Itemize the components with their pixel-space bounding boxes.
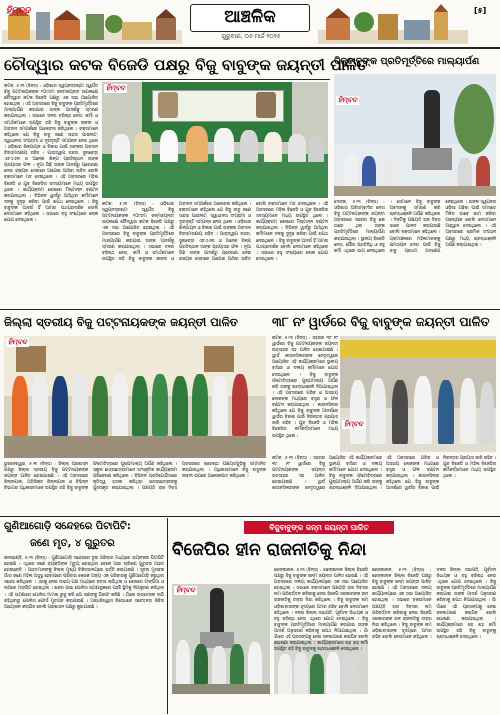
story6-photo	[172, 584, 270, 694]
story1-body: କଟକ, ୫।୩ (ବିନ୍ସ) : ଓଡ଼ିଶାର ସ୍ୱପ୍ନଦ୍ରଷ୍ଟା ସ୍ୱର୍ଗତ ବିଜୁ ପଟ୍ଟନାୟକଙ୍କ ୧୦୯ତମ ଜନ୍ମଜୟନ୍ତୀ ଉପଲକ୍ଷେ ଚୌଦ୍ୱାର କଟକ ବିଜେଡି ପକ୍ଷରୁ ଏକ ସଭା ଆୟୋଜିତ ହୋଇଥିଲା । ଏହି ଅବସରରେ ବିଜୁ ବାବୁଙ୍କ ପ୍ରତିମୂର୍ତ୍ତିରେ ମାଲ୍ୟାର୍ପଣ କରାଯାଇ ତାଙ୍କ ଆଦର୍ଶକୁ ସ୍ମରଣ କରାଯାଇଥିଲା । ସଭାରେ ଦଳର ବରିଷ୍ଠ ନେତା, କର୍ମୀ ଓ ସମର୍ଥକମାନେ ଉପସ୍ଥିତ ରହି ବିଜୁ ବାବୁଙ୍କ ଜୀବନୀ ଓ ଅବଦାନ ସମ୍ପର୍କରେ ଆଲୋଚନା କରିଥିଲେ । ବକ୍ତାମାନେ କହିଥିଲେ ଯେ ବିଜୁ ବାବୁ ଜଣେ ସାହସୀ ପାଇଲଟ, ସ୍ୱାଧୀନତା ସଂଗ୍ରାମୀ ଓ ଦୂରଦୃଷ୍ଟି ସମ୍ପନ୍ନ ନେତା ଥିଲେ । ଓଡ଼ିଶାର ଶିଳ୍ପାୟନ ଓ ବିକାଶ ପାଇଁ ତାଙ୍କର ଅବଦାନ ଚିରସ୍ମରଣୀୟ ରହିବ । ପାରାଦ୍ୱୀପ ବନ୍ଦର, ସୁନାବେଡ଼ା ଏଚଏଏଲ ଓ ଅନେକ ଶିଳ୍ପ ପ୍ରତିଷ୍ଠାନ ତାଙ୍କ ପ୍ରୟାସର ଫଳ । ନୂଆ ପିଢ଼ି ତାଙ୍କ ଆଦର୍ଶରୁ ପ୍ରେରଣା ନେଇ ରାଜ୍ୟର ସେବାରେ ଆଗେଇ ଆସିବା ଉଚିତ ବୋଲି ବକ୍ତାମାନେ ମତ ଦେଇଥିଲେ । ଏହି ଅବସରରେ ମହିଳା ବିଜେଡି ଓ ଯୁବ ବିଜେଡିର ସଦସ୍ୟମାନେ ମଧ୍ୟ ଉପସ୍ଥିତ ଥିଲେ । କାର୍ଯ୍ୟକ୍ରମ ଶେଷରେ ମିଷ୍ଟାନ୍ନ ବଣ୍ଟନ କରାଯାଇଥିଲା । ବିଭିନ୍ନ ୱାର୍ଡରୁ ଆସିଥିବା କର୍ମୀମାନେ ଦଳକୁ ସୁଦୃଢ଼ କରିବା ପାଇଁ ଶପଥ ନେଇଥିଲେ । ବିଜୁ ବାବୁଙ୍କ ଆଦର୍ଶ ହିଁ ଆମର ପଥପ୍ରଦର୍ଶକ ବୋଲି ନେତାମାନେ କହିଥିଲେ । ସଭାରେ ବହୁ ସଂଖ୍ୟାରେ ଲୋକ ଯୋଗ ଦେଇଥିଲେ ।	[102, 202, 328, 262]
story3-photo	[4, 336, 266, 458]
story4-headline: ୩୮ ନଂ ୱାର୍ଡରେ ବିଜୁ ବାବୁଙ୍କ ଜୟନ୍ତୀ ପାଳିତ	[272, 314, 490, 329]
story3-body: ଭୁବନେଶ୍ୱର, ୫।୩ (ବିନ୍ସ) : ଜିଲ୍ଲା ପ୍ରଶାସନ ପକ୍ଷରୁ ଜିଲ୍ଲା ସ୍ତରୀୟ ବିଜୁ ପଟ୍ଟନାୟକଙ୍କ ଜୟନ୍ତୀ ପାଳିତ ହୋଇଯାଇଛି । ଏହି ଅବସରରେ ଜିଲ୍ଲାପାଳ, ଅତିରିକ୍ତ ଜିଲ୍ଲାପାଳ ଓ ବିଭିନ୍ନ ବିଭାଗର ଅଧିକାରୀମାନେ ଉପସ୍ଥିତ ରହି ବିଜୁ ବାବୁଙ୍କ ଫଟୋଚିତ୍ରରେ ପୁଷ୍ପମାଲ୍ୟ ଅର୍ପଣ କରିଥିଲେ । ସ୍କୁଲ ଛାତ୍ରଛାତ୍ରୀମାନେ ସାଂସ୍କୃତିକ କାର୍ଯ୍ୟକ୍ରମ ପରିବେଷଣ କରିଥିଲେ । ବିଭିନ୍ନ ପ୍ରତିଯୋଗିତାରେ କୃତିତ୍ୱ ହାସଲ କରିଥିବା ଛାତ୍ରଛାତ୍ରୀଙ୍କୁ ପୁରସ୍କୃତ କରାଯାଇଥିଲା । ପଞ୍ଚାୟତି ରାଜ ଦିବସ ଅବସରରେ ଶ୍ରେଷ୍ଠ ପଞ୍ଚାୟତଗୁଡ଼ିକୁ ସମ୍ମାନିତ କରାଯାଇଥିଲା । ଅଧିକାରୀମାନେ ବିଜୁ ବାବୁଙ୍କ ଜୀବନୀ ଉପରେ ଆଲୋକପାତ କରିଥିଲେ ।	[4, 462, 266, 492]
date-line: ଗୁରୁବାର, ୦୬ ମାର୍ଚ୍ଚ ୨୦୨୫	[221, 33, 281, 40]
divider-1	[0, 309, 500, 310]
story5-subheadline: ଜଣେ ମୃତ, ୪ ଗୁରୁତର	[30, 538, 115, 549]
person	[392, 380, 408, 444]
tree	[454, 84, 494, 154]
person	[380, 154, 394, 188]
story6-body-lead: ଢେଙ୍କାନାଳ, ୫।୩ (ବିନ୍ସ) : ଢେଙ୍କାନାଳ ଜିଲ୍ଲା ବିଜେଡି ପକ୍ଷରୁ ବିଜୁ ବାବୁଙ୍କ ଜନ୍ମ ଜୟନ୍ତୀ ପାଳିତ ହୋଇଛି । ଏହି ଅବସରରେ ଦଳୀୟ କାର୍ଯ୍ୟାଳୟରେ ଏକ ସଭା ଆୟୋଜିତ ହୋଇଥିଲା । ସଭାରେ ବକ୍ତାମାନେ ପଞ୍ଚାୟତି ରାଜ ଦିବସର ନାମ ପରିବର୍ତ୍ତନ କରିବାକୁ ନେଇ ବିଜେପି ସରକାରଙ୍କ ହୀନ ରାଜନୀତିକୁ ତୀବ୍ର ନିନ୍ଦା କରିଥିଲେ । ବିଜୁ ବାବୁଙ୍କ ନାମ ଓଡ଼ିଶାବାସୀଙ୍କ ହୃଦୟରେ ଅମର ରହିବ ବୋଲି ନେତାମାନେ କହିଥିଲେ । ଦଳର ଜିଲ୍ଲା ସଭାପତି, ପୂର୍ବତନ ବିଧାୟକ ଓ ବହୁ ବରିଷ୍ଠ ନେତା ଏଥିରେ ଯୋଗ ଦେଇଥିଲେ । ବିଜୁ ବାବୁଙ୍କ ପ୍ରତିମୂର୍ତ୍ତିରେ ମାଲ୍ୟାର୍ପଣ କରାଯାଇ ତାଙ୍କ ଆଦର୍ଶ ଅନୁସରଣ କରିବାକୁ ଶପଥ ନିଆଯାଇଥିଲା । ଗାଁ ଗାଁରେ ଏହି ପ୍ରସଙ୍ଗକୁ ନେଇ ଜନଜାଗରଣ କରାଯିବ ବୋଲି ଘୋଷଣା କରାଯାଇଥିଲା । କାର୍ଯ୍ୟକ୍ରମରେ ଶହ ଶହ କର୍ମୀ ଉପସ୍ଥିତ ରହି ବିଜୁ ବାବୁଙ୍କୁ ଶ୍ରଦ୍ଧାଞ୍ଜଳି ଦେଇଥିଲେ ।	[274, 568, 368, 653]
person	[480, 382, 494, 444]
person	[232, 374, 248, 436]
statue	[210, 588, 224, 634]
story4-body-lead: କଟକ, ୫।୩ (ବିନ୍ସ) : ସହରର ୩୮ ନଂ ୱାର୍ଡରେ ବିଜୁ ପଟ୍ଟନାୟକଙ୍କ ଜୟନ୍ତୀ ଉତ୍ସାହର ସହ ପାଳିତ ହୋଇଯାଇଛି । ୱାର୍ଡ କାଉନସିଲରଙ୍କ ନେତୃତ୍ୱରେ ଆୟୋଜିତ ଏହି କାର୍ଯ୍ୟକ୍ରମରେ ସ୍ଥାନୀୟ ବାସିନ୍ଦା ଓ ଦଳୀୟ କର୍ମୀମାନେ ଯୋଗ ଦେଇଥିଲେ । ବିଜୁ ବାବୁଙ୍କ ଫଟୋଚିତ୍ରରେ ପୁଷ୍ପମାଲ୍ୟ ଅର୍ପଣ କରି ତାଙ୍କୁ ଶ୍ରଦ୍ଧାଞ୍ଜଳି ଦିଆଯାଇଥିଲା । ଏହି ଅବସରରେ ଗରିବ ଓ ଅସହାୟ ଲୋକଙ୍କ ମଧ୍ୟରେ ବସ୍ତ୍ର ଓ ଫଳ ବଣ୍ଟନ କରାଯାଇଥିଲା । କାଉନସିଲର କହିଥିଲେ ଯେ ବିଜୁ ବାବୁଙ୍କ ଆଦର୍ଶରେ ୱାର୍ଡର ବିକାଶ ପାଇଁ ନିରନ୍ତର ପ୍ରୟାସ ଜାରି ରହିବ । ଯୁବ ବିଜେଡି ଓ ମହିଳା ବିଜେଡିର କର୍ମକର୍ତ୍ତାମାନେ ମଧ୍ୟ ଉପସ୍ଥିତ ଥିଲେ ।	[272, 336, 338, 439]
section-title: ଆଞ୍ଚଳିକ	[224, 7, 276, 27]
person	[288, 134, 306, 162]
banner-portrait	[158, 92, 178, 118]
story2-photo	[334, 74, 496, 196]
person	[248, 642, 262, 684]
person	[212, 646, 226, 684]
story1-photo	[102, 82, 328, 198]
ground	[172, 684, 270, 694]
person	[12, 376, 28, 436]
person	[308, 136, 324, 162]
person	[72, 372, 88, 436]
person	[52, 376, 68, 436]
person	[160, 130, 178, 162]
statue	[424, 90, 440, 150]
story5-headline: ଗୁଣିଆଗୋଡ଼ି ସନ୍ଦେହରେ ପିଟାପିଟି:	[4, 521, 131, 532]
story5-body: କାଳାହାଣ୍ଡି, ୫।୩ (ବିନ୍ସ) : ଗୁଣିଆଗୋଡ଼ି ସନ୍ଦେହରେ ଦୁଇ ପରିବାର ମଧ୍ୟରେ ଭୟଙ୍କର ପିଟାପିଟି ହୋଇଛି । ଏଥିରେ ଜଣେ ବ୍ୟକ୍ତିଙ୍କ ମୃତ୍ୟୁ ହୋଇଥିବା ବେଳେ ଆଉ ଚାରିଜଣ ଗୁରୁତର ଆହତ ହୋଇଛନ୍ତି । ଆହତମାନଙ୍କୁ ଜିଲ୍ଲା ମୁଖ୍ୟ ଚିକିତ୍ସାଳୟରେ ଭର୍ତ୍ତି କରାଯାଇଛି । ସୂଚନା ମୁତାବକ ଗାଁର ଜଣେ ମହିଳା ଅସୁସ୍ଥ ହେବାପରେ ପରିବାର ଲୋକେ ଅନ୍ୟ ଏକ ପରିବାରକୁ ଗୁଣିଆଗୋଡ଼ି କରୁଥିବା ସନ୍ଦେହ କରିଥିଲେ । ଏହାକୁ ନେଇ ଉଭୟ ପକ୍ଷ ମଧ୍ୟରେ ବଚସା ଲାଗିଥିଲା ଓ ଶେଷରେ ଟାଙ୍ଗିଆ ଓ ଲାଠିରେ ମାଡ଼ପିଟ ହୋଇଥିଲା । ଖବର ପାଇ ପୋଲିସ ଘଟଣାସ୍ଥଳରେ ପହଞ୍ଚି ସ୍ଥିତିକୁ ନିୟନ୍ତ୍ରଣ କରିଥିଲା । ଏହି ଘଟଣାରେ ପୋଲିସ ମାମଲା ରୁଜୁ କରି ଛଅ ଜଣଙ୍କୁ ଗିରଫ କରିଛି । ଗାଁରେ ଉତ୍ତେଜନା ଲାଗି ରହିଥିବାରୁ ପୋଲିସ ଫୋର୍ସ ମୁତୟନ କରାଯାଇଛି । ଅନ୍ଧବିଶ୍ୱାସ ବିରୋଧରେ ସଚେତନତା ଶିବିର ଆୟୋଜନ କରାଯିବ ବୋଲି ପ୍ରଶାସନ ପକ୍ଷରୁ କୁହାଯାଇଛି ।	[4, 556, 164, 610]
person	[112, 134, 130, 162]
person	[460, 378, 476, 444]
floor	[4, 436, 266, 458]
story6-kicker: ବିଜୁବାବୁଙ୍କ ଜନ୍ମ ଜୟନ୍ତୀ ପାଳିତ	[269, 523, 369, 532]
person	[362, 156, 376, 188]
person	[214, 128, 234, 162]
person	[350, 380, 366, 444]
story6-photo-logo: ହିମ୍ବଦ	[176, 586, 195, 594]
person	[438, 380, 454, 444]
person	[134, 132, 152, 162]
person	[186, 126, 208, 162]
person	[176, 640, 190, 684]
story4-photo	[340, 336, 496, 452]
person	[194, 644, 208, 684]
window	[204, 346, 234, 372]
person	[278, 654, 292, 694]
story1-underline	[4, 79, 330, 80]
story3-headline: ଜିଲ୍ଲା ସ୍ତରୀୟ ବିଜୁ ପଟ୍ଟନାୟକଙ୍କ ଜୟନ୍ତୀ ପାଳିତ	[4, 315, 238, 329]
story2-body: ଦେଙ୍କ, ୫।୩ (ବିନ୍ସ) : ଓଡ଼ିଶାର ଅବିସମ୍ବାଦିତ ନେତା ବିଜୁ ପଟ୍ଟନାୟକଙ୍କ ଜୟନ୍ତୀ ଅବସରରେ ସହରର ବିଜୁ ଛକ ଠାରେ ଥିବା ତାଙ୍କ ପ୍ରତିମୂର୍ତ୍ତିରେ ମାଲ୍ୟାର୍ପଣ କରାଯାଇଥିଲା । ସ୍ଥାନୀୟ ବିଜେଡି ନେତା, ପୌର ପ୍ରତିନିଧି ଓ ବହୁ କର୍ମୀ ଏଥିରେ ଭାଗ ନେଇଥିଲେ । ସେମାନେ ବିଜୁ ବାବୁଙ୍କ ଅବଦାନକୁ ସ୍ମରଣ କରି ଶ୍ରଦ୍ଧାଞ୍ଜଳି ଅର୍ପଣ କରିଥିଲେ । ଦିନଟିକୁ ପଞ୍ଚାୟତି ରାଜ ଦିବସ ଭାବେ ପାଳନ କରାଯାଉଛି ବୋଲି ବକ୍ତାମାନେ କହିଥିଲେ । ଗ୍ରାମାଞ୍ଚଳରେ ମହିଳାମାନଙ୍କୁ କ୍ଷମତାୟନ ଦେବା ପାଇଁ ବିଜୁ ବାବୁ ପ୍ରଥମ ପଦକ୍ଷେପ ନେଇଥିଲେ । ତାଙ୍କ ସ୍ୱପ୍ନର ଓଡ଼ିଶା ଗଢ଼ିବା ପାଇଁ ସମସ୍ତେ ମିଳିତ ଭାବେ କାମ କରିବା ଆବଶ୍ୟକ ବୋଲି ନେତାମାନେ ଆହ୍ୱାନ ଦେଇଥିଲେ । ଏହି ଅବସରରେ ଶ୍ରମିକ ସଂଗଠନ ପକ୍ଷରୁ ମଧ୍ୟ ଶ୍ରଦ୍ଧାଞ୍ଜଳି ଅର୍ପଣ କରାଯାଇଥିଲା ।	[334, 200, 496, 254]
masthead-logo: ହିମ୍ବଦ	[6, 6, 31, 16]
story4-photo-logo: ହିମ୍ବଦ	[344, 420, 363, 428]
shop-sign	[340, 340, 496, 358]
divider-2	[0, 516, 500, 517]
story1-body-lead: କଟକ, ୫।୩ (ବିନ୍ସ) : ଓଡ଼ିଶାର ସ୍ୱପ୍ନଦ୍ରଷ୍ଟା ସ୍ୱର୍ଗତ ବିଜୁ ପଟ୍ଟନାୟକଙ୍କ ୧୦୯ତମ ଜନ୍ମଜୟନ୍ତୀ ଉପଲକ୍ଷେ ଚୌଦ୍ୱାର କଟକ ବିଜେଡି ପକ୍ଷରୁ ଏକ ସଭା ଆୟୋଜିତ ହୋଇଥିଲା । ଏହି ଅବସରରେ ବିଜୁ ବାବୁଙ୍କ ପ୍ରତିମୂର୍ତ୍ତିରେ ମାଲ୍ୟାର୍ପଣ କରାଯାଇ ତାଙ୍କ ଆଦର୍ଶକୁ ସ୍ମରଣ କରାଯାଇଥିଲା । ସଭାରେ ଦଳର ବରିଷ୍ଠ ନେତା, କର୍ମୀ ଓ ସମର୍ଥକମାନେ ଉପସ୍ଥିତ ରହି ବିଜୁ ବାବୁଙ୍କ ଜୀବନୀ ଓ ଅବଦାନ ସମ୍ପର୍କରେ ଆଲୋଚନା କରିଥିଲେ । ବକ୍ତାମାନେ କହିଥିଲେ ଯେ ବିଜୁ ବାବୁ ଜଣେ ସାହସୀ ପାଇଲଟ, ସ୍ୱାଧୀନତା ସଂଗ୍ରାମୀ ଓ ଦୂରଦୃଷ୍ଟି ସମ୍ପନ୍ନ ନେତା ଥିଲେ । ଓଡ଼ିଶାର ଶିଳ୍ପାୟନ ଓ ବିକାଶ ପାଇଁ ତାଙ୍କର ଅବଦାନ ଚିରସ୍ମରଣୀୟ ରହିବ । ପାରାଦ୍ୱୀପ ବନ୍ଦର, ସୁନାବେଡ଼ା ଏଚଏଏଲ ଓ ଅନେକ ଶିଳ୍ପ ପ୍ରତିଷ୍ଠାନ ତାଙ୍କ ପ୍ରୟାସର ଫଳ । ନୂଆ ପିଢ଼ି ତାଙ୍କ ଆଦର୍ଶରୁ ପ୍ରେରଣା ନେଇ ରାଜ୍ୟର ସେବାରେ ଆଗେଇ ଆସିବା ଉଚିତ ବୋଲି ବକ୍ତାମାନେ ମତ ଦେଇଥିଲେ । ଏହି ଅବସରରେ ମହିଳା ବିଜେଡି ଓ ଯୁବ ବିଜେଡିର ସଦସ୍ୟମାନେ ମଧ୍ୟ ଉପସ୍ଥିତ ଥିଲେ । କାର୍ଯ୍ୟକ୍ରମ ଶେଷରେ ମିଷ୍ଟାନ୍ନ ବଣ୍ଟନ କରାଯାଇଥିଲା । ବିଭିନ୍ନ ୱାର୍ଡରୁ ଆସିଥିବା କର୍ମୀମାନେ ଦଳକୁ ସୁଦୃଢ଼ କରିବା ପାଇଁ ଶପଥ ନେଇଥିଲେ । ବିଜୁ ବାବୁଙ୍କ ଆଦର୍ଶ ହିଁ ଆମର ପଥପ୍ରଦର୍ଶକ ବୋଲି ନେତାମାନେ କହିଥିଲେ । ସଭାରେ ବହୁ ସଂଖ୍ୟାରେ ଲୋକ ଯୋଗ ଦେଇଥିଲେ ।	[4, 84, 98, 224]
story3-photo-logo: ହିମ୍ବଦ	[8, 338, 27, 346]
story2-headline: ବିଜୁବାବୁଙ୍କ ପ୍ରତିମୂର୍ତ୍ତିରେ ମାଲ୍ୟାର୍ପଣ	[334, 56, 480, 67]
masthead-illustration-right	[318, 4, 468, 44]
person	[112, 374, 128, 436]
person	[326, 652, 340, 694]
person	[458, 158, 472, 188]
story2-photo-logo: ହିମ୍ବଦ	[338, 96, 357, 104]
window	[16, 346, 46, 372]
header-divider	[0, 47, 500, 49]
person	[230, 644, 244, 684]
person	[92, 376, 108, 436]
person	[344, 154, 358, 188]
story1-photo-logo: ହିମ୍ବଦ	[106, 84, 125, 92]
person	[370, 378, 386, 444]
person	[414, 376, 432, 444]
person	[132, 376, 148, 436]
person	[294, 652, 308, 694]
masthead	[0, 0, 500, 48]
person	[240, 130, 258, 162]
story1-headline: ଚୌଦ୍ୱାର କଟକ ବିଜେଡି ପକ୍ଷରୁ ବିଜୁ ବାବୁଙ୍କ ଜୟନ୍ତୀ ପାଳିତ	[4, 56, 368, 74]
person	[342, 654, 356, 694]
person	[310, 654, 324, 694]
person	[212, 376, 228, 436]
banner-portrait	[256, 92, 276, 118]
story6-body: ଢେଙ୍କାନାଳ, ୫।୩ (ବିନ୍ସ) : ଢେଙ୍କାନାଳ ଜିଲ୍ଲା ବିଜେଡି ପକ୍ଷରୁ ବିଜୁ ବାବୁଙ୍କ ଜନ୍ମ ଜୟନ୍ତୀ ପାଳିତ ହୋଇଛି । ଏହି ଅବସରରେ ଦଳୀୟ କାର୍ଯ୍ୟାଳୟରେ ଏକ ସଭା ଆୟୋଜିତ ହୋଇଥିଲା । ସଭାରେ ବକ୍ତାମାନେ ପଞ୍ଚାୟତି ରାଜ ଦିବସର ନାମ ପରିବର୍ତ୍ତନ କରିବାକୁ ନେଇ ବିଜେପି ସରକାରଙ୍କ ହୀନ ରାଜନୀତିକୁ ତୀବ୍ର ନିନ୍ଦା କରିଥିଲେ । ବିଜୁ ବାବୁଙ୍କ ନାମ ଓଡ଼ିଶାବାସୀଙ୍କ ହୃଦୟରେ ଅମର ରହିବ ବୋଲି ନେତାମାନେ କହିଥିଲେ । ଦଳର ଜିଲ୍ଲା ସଭାପତି, ପୂର୍ବତନ ବିଧାୟକ ଓ ବହୁ ବରିଷ୍ଠ ନେତା ଏଥିରେ ଯୋଗ ଦେଇଥିଲେ । ବିଜୁ ବାବୁଙ୍କ ପ୍ରତିମୂର୍ତ୍ତିରେ ମାଲ୍ୟାର୍ପଣ କରାଯାଇ ତାଙ୍କ ଆଦର୍ଶ ଅନୁସରଣ କରିବାକୁ ଶପଥ ନିଆଯାଇଥିଲା । ଗାଁ ଗାଁରେ ଏହି ପ୍ରସଙ୍ଗକୁ ନେଇ ଜନଜାଗରଣ କରାଯିବ ବୋଲି ଘୋଷଣା କରାଯାଇଥିଲା । କାର୍ଯ୍ୟକ୍ରମରେ ଶହ ଶହ କର୍ମୀ ଉପସ୍ଥିତ ରହି ବିଜୁ ବାବୁଙ୍କୁ ଶ୍ରଦ୍ଧାଞ୍ଜଳି ଦେଇଥିଲେ ।	[372, 568, 497, 641]
story4-body: କଟକ, ୫।୩ (ବିନ୍ସ) : ସହରର ୩୮ ନଂ ୱାର୍ଡରେ ବିଜୁ ପଟ୍ଟନାୟକଙ୍କ ଜୟନ୍ତୀ ଉତ୍ସାହର ସହ ପାଳିତ ହୋଇଯାଇଛି । ୱାର୍ଡ କାଉନସିଲରଙ୍କ ନେତୃତ୍ୱରେ ଆୟୋଜିତ ଏହି କାର୍ଯ୍ୟକ୍ରମରେ ସ୍ଥାନୀୟ ବାସିନ୍ଦା ଓ ଦଳୀୟ କର୍ମୀମାନେ ଯୋଗ ଦେଇଥିଲେ । ବିଜୁ ବାବୁଙ୍କ ଫଟୋଚିତ୍ରରେ ପୁଷ୍ପମାଲ୍ୟ ଅର୍ପଣ କରି ତାଙ୍କୁ ଶ୍ରଦ୍ଧାଞ୍ଜଳି ଦିଆଯାଇଥିଲା । ଏହି ଅବସରରେ ଗରିବ ଓ ଅସହାୟ ଲୋକଙ୍କ ମଧ୍ୟରେ ବସ୍ତ୍ର ଓ ଫଳ ବଣ୍ଟନ କରାଯାଇଥିଲା । କାଉନସିଲର କହିଥିଲେ ଯେ ବିଜୁ ବାବୁଙ୍କ ଆଦର୍ଶରେ ୱାର୍ଡର ବିକାଶ ପାଇଁ ନିରନ୍ତର ପ୍ରୟାସ ଜାରି ରହିବ । ଯୁବ ବିଜେଡି ଓ ମହିଳା ବିଜେଡିର କର୍ମକର୍ତ୍ତାମାନେ ମଧ୍ୟ ଉପସ୍ଥିତ ଥିଲେ ।	[272, 456, 496, 492]
person	[32, 374, 48, 436]
person	[152, 374, 168, 436]
person	[476, 156, 490, 188]
person	[172, 376, 188, 436]
story6-headline: ବିଜେପିର ହୀନ ରାଜନୀତିକୁ ନିନ୍ଦା	[172, 540, 367, 560]
divider-vertical	[167, 518, 168, 714]
page-number: [୫]	[474, 6, 487, 15]
person	[264, 132, 282, 162]
statue-pedestal	[412, 148, 452, 170]
person	[192, 374, 208, 436]
ground	[334, 186, 496, 196]
